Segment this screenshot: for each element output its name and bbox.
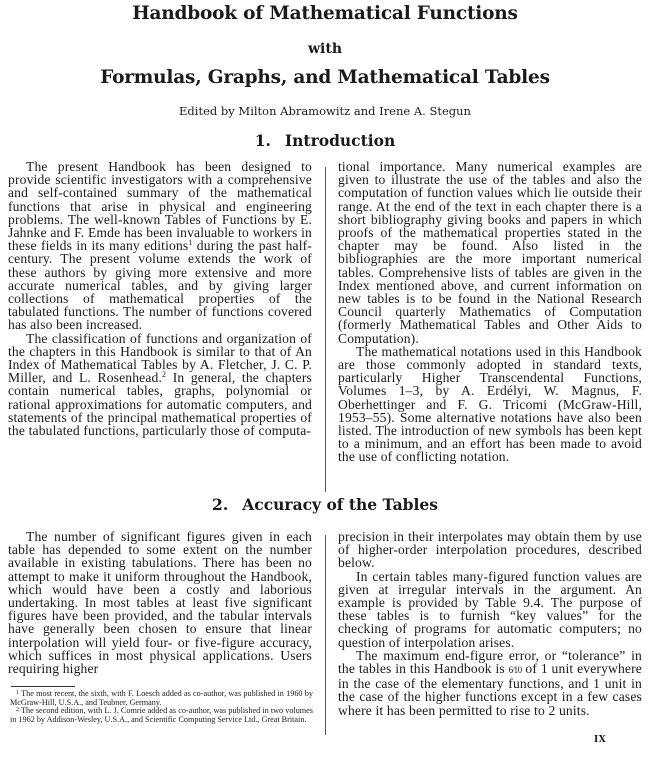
section-number: 1. (254, 131, 271, 150)
column-divider (325, 535, 326, 735)
paragraph: The number of significant figures given in each table has depended to some extent on the number available in existing tabulations. There has been no attempt to make it uniform throughout the Handbook, which would have been a costly and laborious undertaking. In most tables at least five significant figures have been provided, and the tabular intervals have generally been chosen to ensure that linear interpolation will yield four- or five-figure accuracy, which suffices in most physical applications. Users requiring higher (8, 529, 312, 677)
paragraph: The maximum end-figure error, or “tolerance” in the tables in this Handbook is 6⁄10 of 1 unit everywhere in the case of the elementary functions, and 1 unit in the case of the higher functions except in a few cases where it has been permitted to rise to 2 units. (338, 647, 642, 718)
section-title: Accuracy of the Tables (242, 495, 438, 514)
book-subtitle: Formulas, Graphs, and Mathematical Tables (100, 67, 550, 88)
accuracy-left-column (8, 530, 312, 675)
footnote-ref-1[interactable]: 1 (188, 238, 193, 248)
editors-line: Edited by Milton Abramowitz and Irene A. Stegun (179, 104, 471, 118)
footnote-1: $^1$ The most recent, the sixth, with F. Loesch added as co-author, was published in 1960 by McGraw-Hill, U.S.A., and Teubner, Germany. (10, 689, 313, 707)
introduction-left-column (8, 160, 312, 437)
paragraph: precision in their interpolates may obtain them by use of higher-order interpolation procedures, described below. (338, 529, 642, 571)
paragraph: In certain tables many-figured function values are given at irregular intervals in the argument. An example is provided by Table 9.4. The purpose of these tables is to furnish “key values” for the checking of programs for automatic computers; no question of interpolation arises. (338, 568, 642, 650)
paragraph: The mathematical notations used in this Handbook are those commonly adopted in standard texts, particularly Higher Transcendental Functions, Volumes 1–3, by A. Erdélyi, W. Magnus, F. Oberhettinger and F. G. Tricomi (McGraw-Hill, 1953–55). Some alternative notations have also been listed. The introduction of new symbols has been kept to a minimum, and an effort has been made to avoid the use of conflicting notation. (338, 343, 642, 465)
section-number: 2. (212, 495, 229, 514)
introduction-right-column (338, 160, 642, 464)
title-connector: with (307, 41, 342, 57)
footnotes (10, 690, 313, 724)
paragraph: tional importance. Many numerical examples are given to illustrate the use of the tables and also the computation of function values which lie outside their range. At the end of the text in each chapter there is a short bibliography giving books and papers in which proofs of the mathematical properties stated in the chapter may be found. Also listed in the bibliographies are the more important numerical tables. Comprehensive lists of tables are given in the Index mentioned above, and current information on new tables is to be found in the National Research Council quarterly Mathematics of Computation (formerly Mathematical Tables and Other Aids to Computation). (338, 159, 642, 346)
book-title: Handbook of Mathematical Functions (132, 3, 518, 24)
page-number: IX (594, 735, 607, 745)
section-heading-introduction (0, 131, 650, 151)
paragraph: The classification of functions and organization of the chapters in this Handbook is similar to that of An Index of Mathematical Tables by A. Fletcher, J. C. P. Miller, and L. Rosenhead.$^2$ In general, the chapters contain numerical tables, graphs, polynomial or rational approximations for automatic computers, and statements of the principal mathematical properties of the tabulated functions, particularly those of computa- (8, 330, 312, 439)
footnote-ref-2[interactable]: 2 (162, 370, 167, 380)
footnote-rule (11, 686, 75, 687)
section-title: Introduction (284, 131, 396, 150)
paragraph: The present Handbook has been designed to provide scientific investigators with a comprehensive and self-contained summary of the mathematical functions that arise in physical and engineering problems. The well-known Tables of Functions by E. Jahnke and F. Emde has been invaluable to workers in these fields in its many editions$^1$ during the past half-century. The present volume extends the work of these authors by giving more extensive and more accurate numerical tables, and by giving larger collections of mathematical properties of the tabulated functions. The number of functions covered has also been increased. (8, 159, 312, 333)
fraction: 6⁄10 (508, 665, 522, 676)
accuracy-right-column (338, 530, 642, 717)
section-heading-accuracy (0, 495, 650, 515)
column-divider (325, 167, 326, 492)
footnote-2: $^2$ The second edition, with L. J. Comrie added as co-author, was published in two volumes in 1962 by Addison-Wesley, U.S.A., and Scientific Computing Service Ltd., Great Britain. (10, 706, 313, 724)
